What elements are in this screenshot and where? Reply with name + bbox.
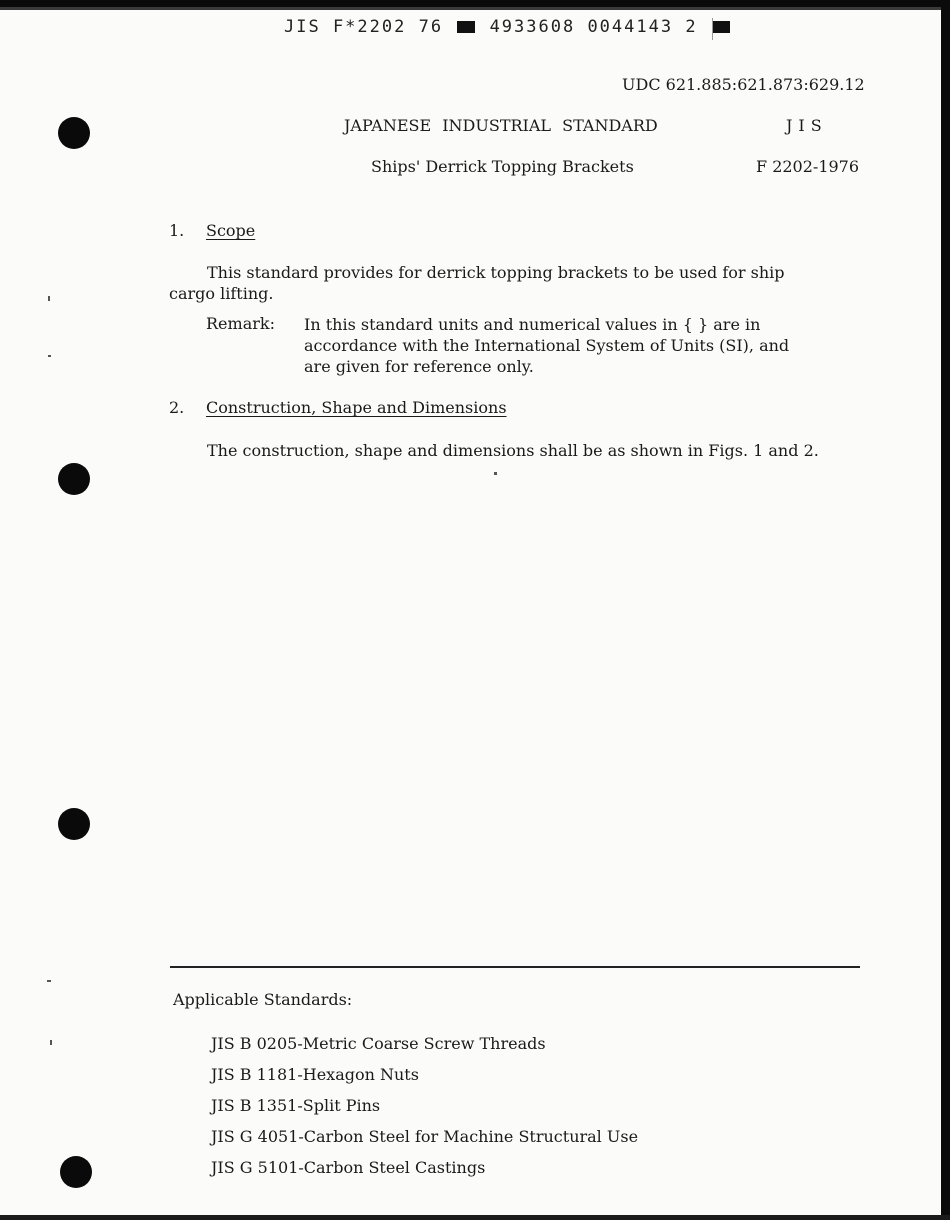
document-number: F 2202-1976 [756, 157, 860, 176]
remark-line-1: In this standard units and numerical values in { } are in [304, 315, 761, 334]
applicable-standards-heading: Applicable Standards: [173, 990, 353, 1009]
scan-speck [48, 355, 51, 357]
udc-code: UDC 621.885:621.873:629.12 [622, 75, 865, 94]
scan-speck [494, 472, 497, 475]
remark-label: Remark: [206, 314, 275, 333]
scan-border-bottom [0, 1212, 950, 1220]
list-item: JIS B 1351-Split Pins [211, 1096, 381, 1115]
scan-border-right [941, 0, 950, 1220]
remark-line-3: are given for reference only. [304, 357, 534, 376]
header-stamp [284, 17, 732, 37]
jis-mark: JIS [786, 116, 828, 135]
document-title: Ships' Derrick Topping Brackets [371, 157, 634, 176]
stamp-block [712, 21, 730, 33]
scan-speck [48, 296, 50, 301]
remark-text [304, 314, 789, 377]
section-2-title: Construction, Shape and Dimensions [206, 398, 507, 417]
section-2-line-1: The construction, shape and dimensions shall be as shown in Figs. 1 and 2. [207, 441, 819, 460]
punch-hole-2 [58, 463, 90, 495]
header-tick [712, 18, 713, 40]
list-item: JIS G 4051-Carbon Steel for Machine Structural Use [211, 1127, 639, 1146]
section-1-title: Scope [206, 221, 256, 240]
scan-border-top [0, 0, 950, 10]
footnote-rule [170, 966, 860, 968]
stamp-serial: 4933608 0044143 2 [489, 17, 698, 37]
scan-speck [50, 1040, 52, 1045]
list-item: JIS B 0205-Metric Coarse Screw Threads [211, 1034, 546, 1053]
remark-line-2: accordance with the International System of Units (SI), and [304, 336, 790, 355]
scan-speck [47, 980, 51, 982]
standard-org-title: JAPANESE INDUSTRIAL STANDARD [344, 116, 658, 135]
section-1-line-2: cargo lifting. [169, 284, 274, 303]
section-2-number: 2. [169, 398, 185, 417]
stamp-code: JIS F*2202 76 [284, 17, 444, 37]
list-item: JIS G 5101-Carbon Steel Castings [211, 1158, 486, 1177]
list-item: JIS B 1181-Hexagon Nuts [211, 1065, 419, 1084]
punch-hole-3 [58, 808, 90, 840]
punch-hole-1 [58, 117, 90, 149]
section-1-number: 1. [169, 221, 185, 240]
stamp-block [457, 21, 475, 33]
section-1-line-1: This standard provides for derrick topping brackets to be used for ship [207, 263, 785, 282]
applicable-standards-list [211, 1034, 638, 1189]
punch-hole-4 [60, 1156, 92, 1188]
